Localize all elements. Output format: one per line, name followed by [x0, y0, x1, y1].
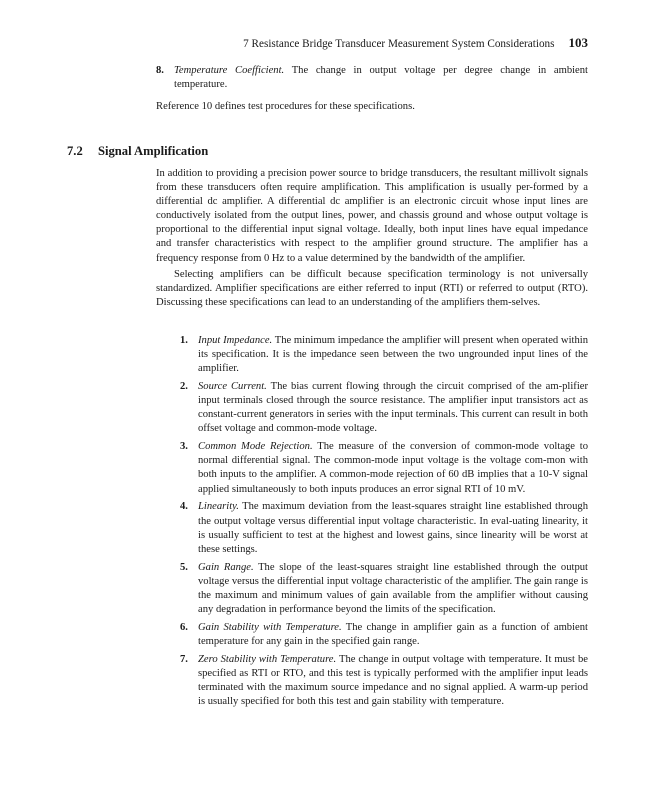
item-number: 5. — [180, 561, 188, 573]
item-text: The maximum deviation from the least-squares straight line established through the output voltage versus differential input voltage characteristic. In eval-uating linearity, it is usually sufficient to test at the highest and lowest gains, since linearity will be worst at these settings. — [198, 501, 588, 555]
list-item — [180, 561, 588, 617]
item-term: Input Impedance. — [198, 335, 273, 346]
item-term: Temperature Coefficient. — [174, 65, 285, 76]
item-term: Gain Stability with Temperature. — [198, 621, 342, 633]
section-heading — [67, 143, 208, 159]
list-item — [180, 380, 588, 436]
item-term: Source Current. — [198, 381, 267, 393]
item-text: The bias current flowing through the circuit comprised of the am-plifier input terminals closed through the source resistance. The amplifier input transistors act as constant-current generators in series with the input terminals. This current can result in both offset voltage and common-mode voltage. — [198, 381, 588, 435]
item-term: Common Mode Rejection. — [198, 441, 313, 453]
item-term: Zero Stability with Temperature. — [198, 653, 337, 665]
item-number: 2. — [180, 381, 188, 393]
item-text: The change in amplifier gain as a function of ambient temperature for any gain in the specified gain range. — [198, 621, 588, 647]
item-text: The measure of the conversion of common-mode voltage to normal differential signal. The common-mode input voltage is the voltage com-mon with both inputs to the amplifier. A common-mode rejection of 60 dB implies that a 10-V signal applied simultaneously to both inputs produces an error signal RTI of 10 mV. — [198, 441, 588, 495]
list-item — [180, 440, 588, 496]
page-number: 103 — [568, 35, 588, 50]
item-text: The slope of the least-squares straight line established through the output voltage versus the differential input voltage characteristic of the amplifier. The gain range is the maximum and minimum values of gain available from the amplifier without causing any degradation in performance beyond the limits of the specification. — [198, 561, 588, 615]
specification-list — [180, 334, 588, 713]
list-item — [180, 653, 588, 709]
item-text: The minimum impedance the amplifier will present when operated within its specification. It is the impedance seen between the two ungrounded input lines of the amplifier. — [198, 335, 588, 375]
item-number: 6. — [180, 621, 188, 633]
running-header — [0, 36, 588, 51]
list-item — [180, 621, 588, 649]
item-number: 4. — [180, 501, 188, 513]
item-text: The change in output voltage with temperature. It must be specified as RTI or RTO, and this test is typically performed with the amplifier input leads terminated with the maximum source impedance and no signal applied. A warm-up period is usually specified for both this test and gain stability with temperature. — [198, 653, 588, 708]
reference-line: Reference 10 defines test procedures for these specifications. — [156, 101, 415, 112]
chapter-title: 7 Resistance Bridge Transducer Measurement System Considerations — [243, 38, 555, 50]
list-item — [180, 500, 588, 556]
list-item — [180, 334, 588, 376]
paragraph-intro: In addition to providing a precision power source to bridge transducers, the resultant millivolt signals from these transducers often require amplification. This amplification is usually per-formed by a differential dc amplifier. A differential dc amplifier is an electronic circuit whose input lines are conductively isolated from the output lines, power, and chassis ground and whose output voltage is proportional to the differential input signal voltage. Ideally, both input lines have equal impedance and transfer characteristics with respect to the amplifier ground structure. The amplifier has a frequency response from 0 Hz to a value determined by the bandwidth of the amplifier. — [156, 168, 588, 264]
paragraph-selecting: Selecting amplifiers can be difficult because specification terminology is not universally standardized. Amplifier specifications are either referred to input (RTI) or referred to output (RTO). Discussing these specifications can lead to an understanding of the amplifiers them-selves. — [156, 269, 588, 309]
item-number: 8. — [156, 65, 164, 76]
section-number: 7.2 — [67, 144, 83, 158]
item-term: Gain Range. — [198, 561, 254, 573]
item-number: 7. — [180, 653, 188, 665]
item-number: 3. — [180, 441, 188, 453]
item-term: Linearity. — [198, 501, 239, 513]
item-number: 1. — [180, 335, 188, 346]
list-item-8 — [156, 64, 588, 92]
section-title: Signal Amplification — [98, 144, 209, 158]
item-text: The change in output voltage per degree change in ambient temperature. — [174, 65, 588, 90]
